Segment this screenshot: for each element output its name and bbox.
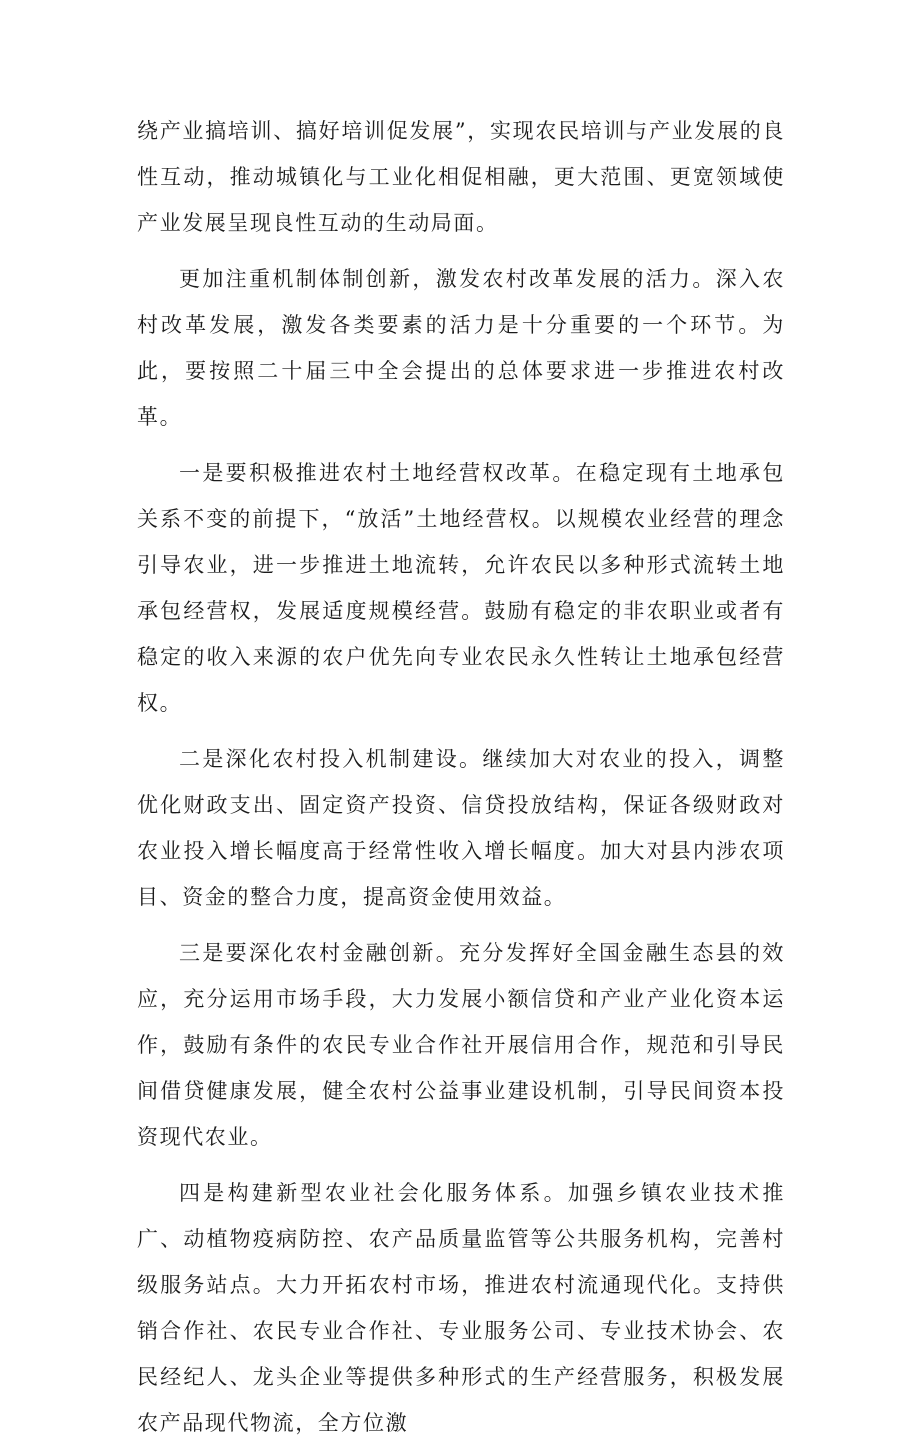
paragraph-service-system: 四是构建新型农业社会化服务体系。加强乡镇农业技术推广、动植物疫病防控、农产品质量监管等公共服务机构，完善村级服务站点。大力开拓农村市场，推进农村流通现代化。支持供销合作社、农民专业合作社、专业服务公司、专业技术协会、农民经纪人、龙头企业等提供多种形式的生产经营服务，积极发展农产品现代物流，全方位激 bbox=[137, 1181, 785, 1435]
paragraph-financial-innovation: 三是要深化农村金融创新。充分发挥好全国金融生态县的效应，充分运用市场手段，大力发展小额信贷和产业产业化资本运作，鼓励有条件的农民专业合作社开展信用合作，规范和引导民间借贷健康发展，健全农村公益事业建设机制，引导民间资本投资现代农业。 bbox=[137, 941, 785, 1149]
paragraph-land-rights-reform: 一是要积极推进农村土地经营权改革。在稳定现有土地承包关系不变的前提下，“放活”土地经营权。以规模农业经营的理念引导农业，进一步推进土地流转，允许农民以多种形式流转土地承包经营权，发展适度规模经营。鼓励有稳定的非农职业或者有稳定的收入来源的农户优先向专业农民永久性转让土地承包经营权。 bbox=[137, 461, 785, 715]
paragraph-mechanism-innovation: 更加注重机制体制创新，激发农村改革发展的活力。深入农村改革发展，激发各类要素的活力是十分重要的一个环节。为此，要按照二十届三中全会提出的总体要求进一步推进农村改革。 bbox=[137, 267, 785, 429]
paragraph-investment-mechanism: 二是深化农村投入机制建设。继续加大对农业的投入，调整优化财政支出、固定资产投资、信贷投放结构，保证各级财政对农业投入增长幅度高于经常性收入增长幅度。加大对县内涉农项目、资金的整合力度，提高资金使用效益。 bbox=[137, 747, 785, 909]
paragraph-continued: 绕产业搞培训、搞好培训促发展”，实现农民培训与产业发展的良性互动，推动城镇化与工业化相促相融，更大范围、更宽领域使产业发展呈现良性互动的生动局面。 bbox=[137, 119, 785, 235]
document-body bbox=[137, 108, 785, 1456]
